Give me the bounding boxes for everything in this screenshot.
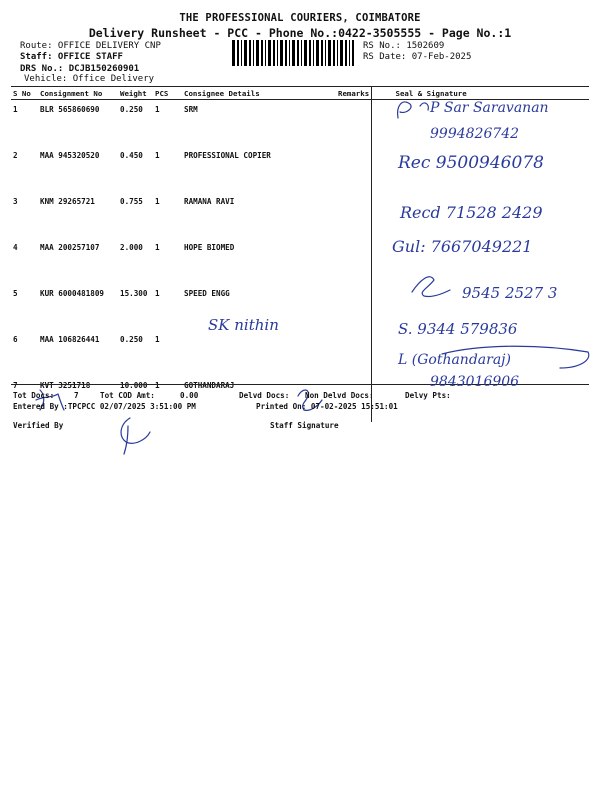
col-header-pcs: PCS xyxy=(153,87,182,100)
cell-sno: 2 xyxy=(13,151,18,160)
cell-pcs: 1 xyxy=(155,197,160,206)
handwritten-row6: S. 9344 579836 xyxy=(398,320,518,338)
cell-weight: 0.250 xyxy=(120,105,143,114)
tot-cod-label: Tot COD Amt: xyxy=(100,391,155,400)
runsheet-subtitle: Delivery Runsheet - PCC - Phone No.:0422-3505555 - Page No.:1 xyxy=(88,26,512,40)
non-delvd-docs-label: Non Delvd Docs: xyxy=(305,391,374,400)
route-label: Route: OFFICE DELIVERY CNP xyxy=(20,41,161,51)
cell-pcs: 1 xyxy=(155,335,160,344)
handwritten-row5: 9545 2527 3 xyxy=(462,284,558,302)
cell-sno: 4 xyxy=(13,243,18,252)
cell-consignee: GOTHANDARAJ xyxy=(184,381,235,390)
vehicle-label: Vehicle: Office Delivery xyxy=(24,74,155,84)
delvd-docs-label: Delvd Docs: xyxy=(239,391,290,400)
cell-weight: 0.250 xyxy=(120,335,143,344)
handwritten-row6-consignee: SK nithin xyxy=(208,316,279,334)
handwritten-row1-phone: 9994826742 xyxy=(430,126,520,142)
tot-docs-label: Tot Docs: xyxy=(13,391,55,400)
staff-label: Staff: OFFICE STAFF xyxy=(20,52,123,62)
handwritten-row7-phone: 9843016906 xyxy=(430,374,520,390)
cell-weight: 0.755 xyxy=(120,197,143,206)
col-header-remarks: Remarks xyxy=(338,88,370,98)
cell-sno: 6 xyxy=(13,335,18,344)
signature-mark xyxy=(398,102,429,118)
drs-number: DRS No.: DCJB150260901 xyxy=(20,64,140,74)
verified-by-signature xyxy=(121,418,150,454)
entered-by: Entered By :TPCPCC 02/07/2025 3:51:00 PM xyxy=(13,402,196,411)
cell-pcs: 1 xyxy=(155,105,160,114)
cell-consignee: SPEED ENGG xyxy=(184,289,230,298)
cell-sno: 3 xyxy=(13,197,18,206)
company-title: THE PROFESSIONAL COURIERS, COIMBATORE xyxy=(179,12,421,24)
tot-cod-value: 0.00 xyxy=(180,391,199,400)
cell-consignment-no: KNM 29265721 xyxy=(40,197,95,206)
rs-date: RS Date: 07-Feb-2025 xyxy=(363,52,472,62)
handwritten-row4: Gul: 7667049221 xyxy=(392,237,533,256)
col-header-consignment: Consignment No xyxy=(38,87,118,100)
col-header-sno: S No xyxy=(11,87,38,100)
verified-by-label: Verified By xyxy=(13,421,64,430)
cell-consignment-no: KVT 3251718 xyxy=(40,381,91,390)
cell-weight: 15.300 xyxy=(120,289,148,298)
handwritten-row7-name: L (Gothandaraj) xyxy=(398,352,511,368)
cell-pcs: 1 xyxy=(155,243,160,252)
cell-consignee: PROFESSIONAL COPIER xyxy=(184,151,271,160)
col-header-seal-signature: Seal & Signature xyxy=(371,87,589,100)
cell-consignment-no: MAA 945320520 xyxy=(40,151,100,160)
cell-consignee: HOPE BIOMED xyxy=(184,243,235,252)
delvy-pts-label: Delvy Pts: xyxy=(405,391,451,400)
signature-mark xyxy=(412,277,450,297)
cell-pcs: 1 xyxy=(155,381,160,390)
cell-weight: 10.000 xyxy=(120,381,148,390)
cell-consignee: RAMANA RAVI xyxy=(184,197,235,206)
cell-consignment-no: BLR 565860690 xyxy=(40,105,100,114)
cell-weight: 2.000 xyxy=(120,243,143,252)
handwritten-row2: Rec 9500946078 xyxy=(398,153,544,173)
staff-signature-label: Staff Signature xyxy=(270,421,339,430)
cell-sno: 5 xyxy=(13,289,18,298)
cell-pcs: 1 xyxy=(155,151,160,160)
cell-sno: 7 xyxy=(13,381,18,390)
cell-sno: 1 xyxy=(13,105,18,114)
cell-consignment-no: KUR 6000481809 xyxy=(40,289,105,298)
cell-pcs: 1 xyxy=(155,289,160,298)
col-header-weight: Weight xyxy=(118,87,153,100)
printed-on: Printed On: 07-02-2025 15:51:01 xyxy=(256,402,398,411)
tot-docs-value: 7 xyxy=(74,391,79,400)
rs-number: RS No.: 1502609 xyxy=(363,41,445,51)
cell-consignment-no: MAA 200257107 xyxy=(40,243,100,252)
handwritten-row1-name: P Sar Saravanan xyxy=(430,100,549,116)
cell-weight: 0.450 xyxy=(120,151,143,160)
handwritten-row3: Recd 71528 2429 xyxy=(400,203,543,222)
cell-consignment-no: MAA 106826441 xyxy=(40,335,100,344)
cell-consignee: SRM xyxy=(184,105,198,114)
col-header-consignee: Consignee Details xyxy=(182,87,336,100)
